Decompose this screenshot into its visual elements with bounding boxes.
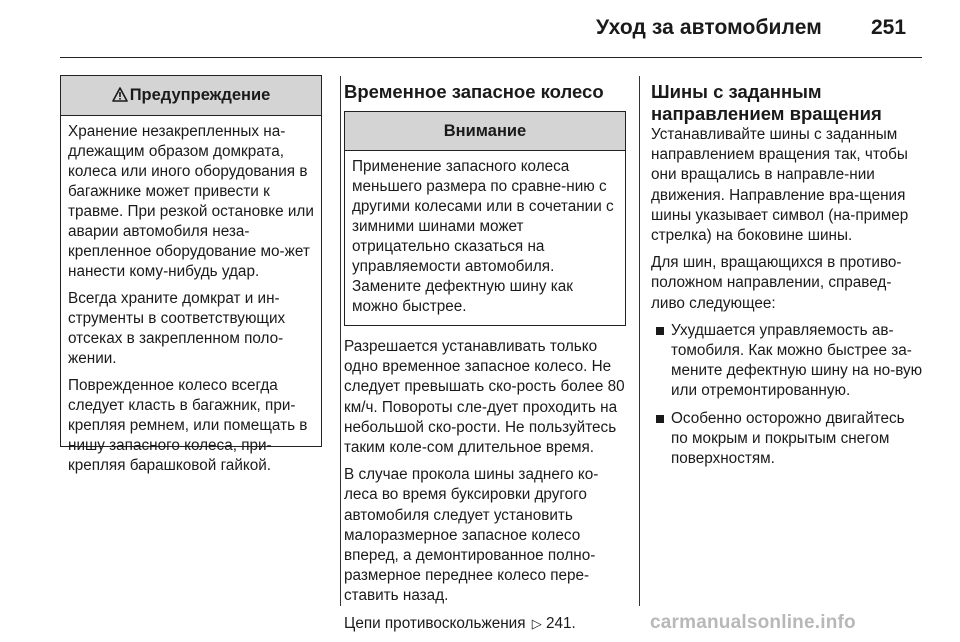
page-ref-icon: ▷ — [531, 615, 542, 631]
spare-wheel-title: Временное запасное колесо — [344, 81, 604, 102]
bullet-square-icon — [656, 327, 664, 335]
warning-paragraph: Поврежденное колесо всегда следует класть в багажник, при-крепляя ремнем, или помещать в нишу запасного колеса, при-крепляя барашковой гайкой. — [68, 377, 308, 474]
directional-tyres-title: Шины с заданным направлением вращения — [651, 81, 882, 124]
caution-box-title: Внимание — [345, 112, 625, 151]
watermark: carmanualsonline.info — [650, 612, 856, 633]
page-header-title: Уход за автомобилем — [596, 16, 822, 39]
column-divider-left — [340, 76, 341, 606]
directional-tyres-section — [651, 81, 923, 476]
spare-wheel-section — [344, 81, 628, 641]
consequence-list — [651, 321, 923, 469]
snow-chains-reference[interactable] — [344, 614, 628, 634]
page-number: 251 — [871, 16, 907, 39]
list-item — [651, 321, 923, 402]
list-item — [651, 409, 923, 470]
warning-paragraph: Хранение незакрепленных на-длежащим образом домкрата, колеса или иного оборудования в багажнике может привести к травме. При резкой остановке или аварии автомобиля неза-крепленное оборудование мо-жет нанести кому-нибудь удар. — [68, 123, 314, 280]
column-divider-right — [639, 76, 640, 606]
reference-page: 241. — [545, 614, 576, 632]
warning-box-header — [61, 76, 321, 116]
directional-tyres-paragraph: Устанавливайте шины с заданным направлением вращения так, чтобы они вращались в направле-нии движения. Направление вра-щения шины указывает символ (на-пример стрелка) на боковине шины. — [651, 126, 909, 245]
reference-text: Цепи противоскольжения — [344, 614, 526, 632]
caution-box — [344, 111, 626, 326]
list-item-text: Ухудшается управляемость ав-томобиля. Как можно быстрее за-мените дефектную шину на но-вую или отремонтированную. — [671, 321, 923, 400]
directional-tyres-paragraph: Для шин, вращающихся в противо-положном направлении, справед-ливо следующее: — [651, 254, 902, 312]
caution-text: Применение запасного колеса меньшего размера по сравне-нию с другими колесами или в сочетании с зимними шинами может отрицательно сказаться на управляемости автомобиля. Замените дефектную шину как можно быстрее. — [352, 158, 614, 315]
warning-box — [60, 75, 322, 474]
warning-paragraph: Всегда храните домкрат и ин-струменты в соответствующих отсеках в закрепленном поло-жении. — [68, 290, 286, 367]
spare-wheel-paragraph: В случае прокола шины заднего ко-леса во время буксировки другого автомобиля следует установить малоразмерное запасное колесо вперед, а демонтированное полно-размерное переднее колесо пере-ставить назад. — [344, 466, 599, 605]
warning-triangle-icon — [112, 78, 128, 117]
list-item-text: Особенно осторожно двигайтесь по мокрым и покрытым снегом поверхностям. — [671, 409, 905, 468]
warning-box-title: Предупреждение — [129, 86, 271, 104]
spare-wheel-paragraph: Разрешается устанавливать только одно временное запасное колесо. Не следует превышать ско-рость более 80 км/ч. Повороты сле-дует проходить на небольшой ско-рости. Не пользуйтесь таким коле-сом длительное время. — [344, 338, 625, 457]
bullet-square-icon — [656, 415, 664, 423]
header-divider — [60, 57, 922, 58]
